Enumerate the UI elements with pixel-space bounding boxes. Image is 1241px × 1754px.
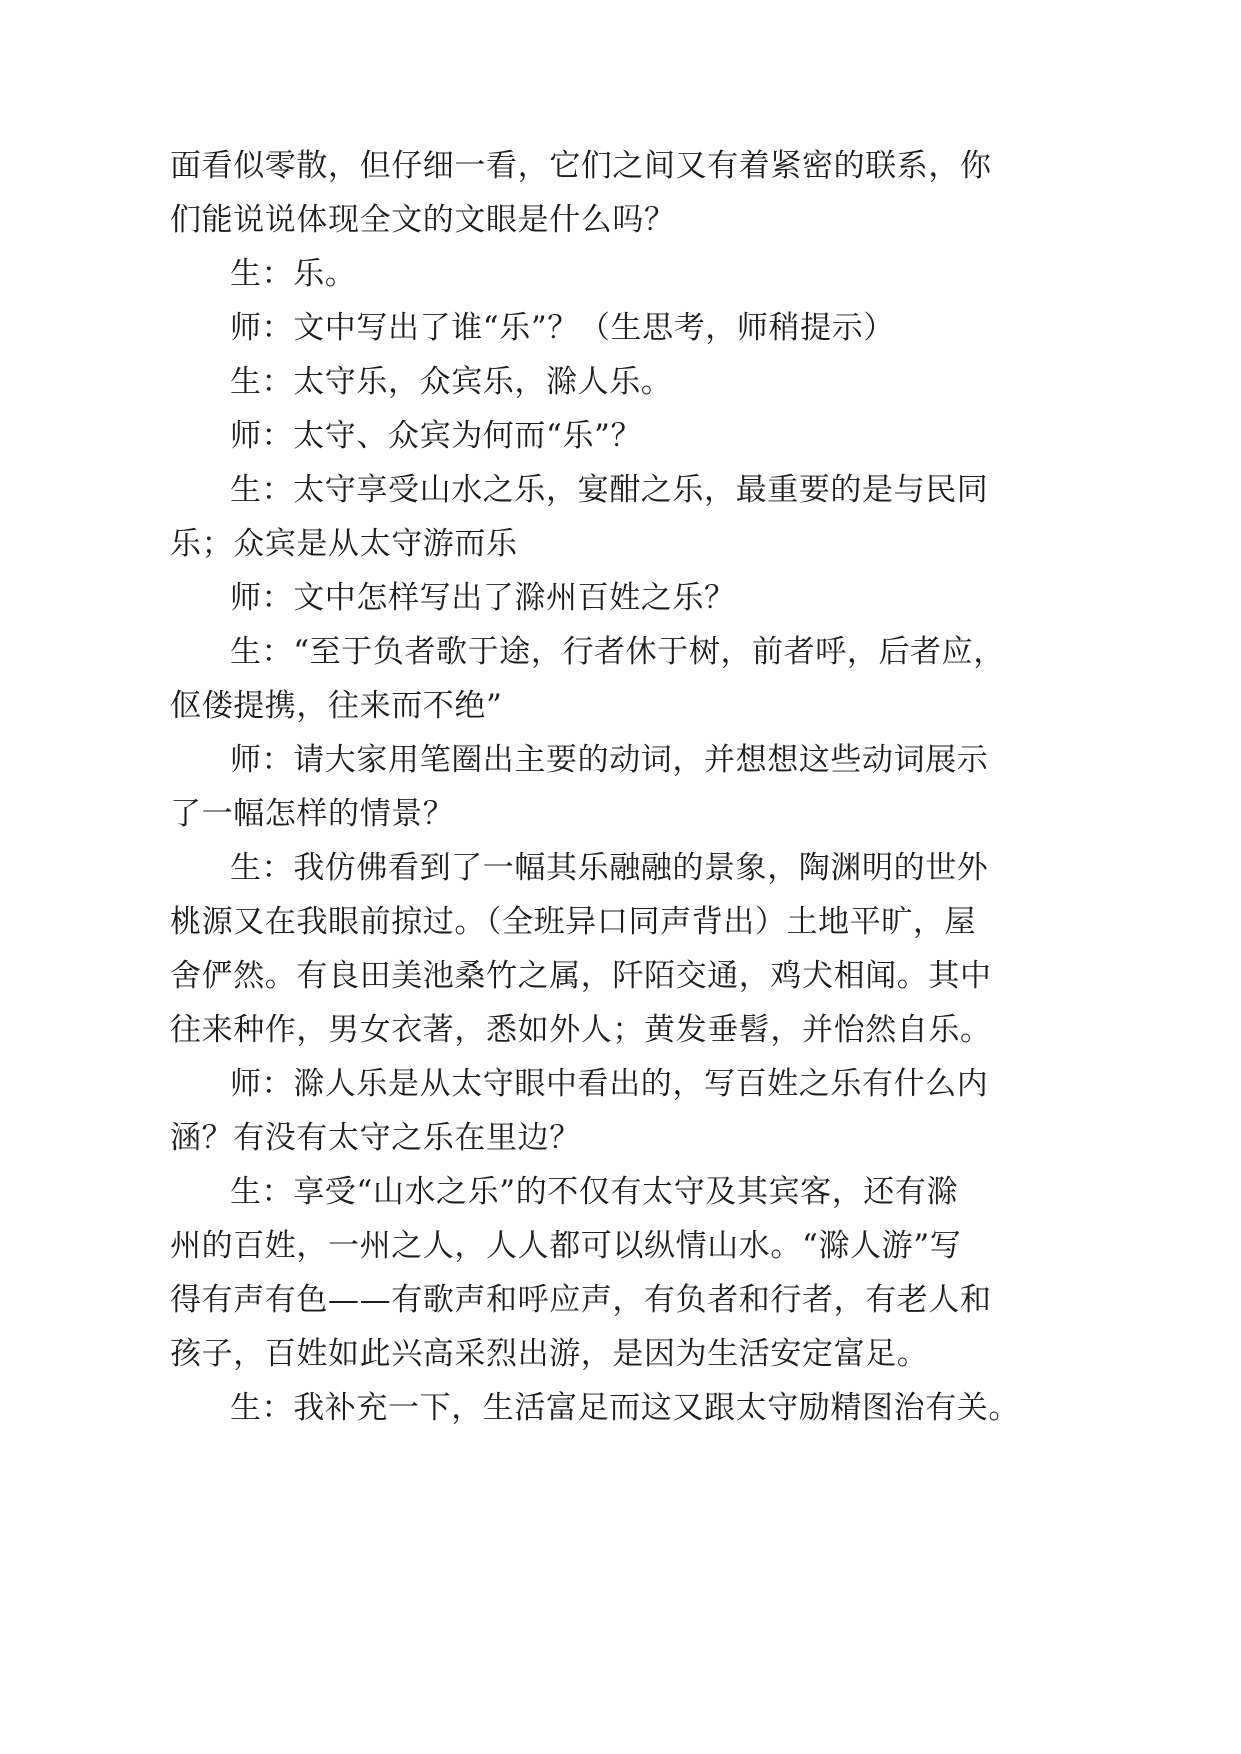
text-line: 们能说说体现全文的文眼是什么吗？ (170, 202, 676, 238)
text-line: 舍俨然。有良田美池桑竹之属，阡陌交通，鸡犬相闻。其中 (170, 958, 992, 994)
text-line: 得有声有色——有歌声和呼应声，有负者和行者，有老人和 (170, 1282, 992, 1318)
text-line: 面看似零散，但仔细一看，它们之间又有着紧密的联系，你 (170, 148, 992, 184)
text-line: 生：太守享受山水之乐，宴酣之乐，最重要的是与民同 (230, 472, 989, 508)
text-line: 州的百姓，一州之人，人人都可以纵情山水。“滁人游”写 (170, 1228, 962, 1264)
text-line: 桃源又在我眼前掠过。（全班异口同声背出）土地平旷，屋 (170, 904, 977, 940)
text-line: 生：我仿佛看到了一幅其乐融融的景象，陶渊明的世外 (230, 850, 989, 886)
text-line: 生：乐。 (230, 256, 357, 292)
text-line: 师：太守、众宾为何而“乐”？ (230, 418, 643, 454)
text-line: 了一幅怎样的情景？ (170, 796, 455, 832)
text-line: 生：享受“山水之乐”的不仅有太守及其宾客，还有滁 (230, 1174, 959, 1210)
text-line: 生：我补充一下，生活富足而这又跟太守励精图治有关。 (230, 1390, 1020, 1426)
text-line: 乐；众宾是从太守游而乐 (170, 526, 518, 562)
text-line: 师：请大家用笔圈出主要的动词，并想想这些动词展示 (230, 742, 989, 778)
text-line: 生：太守乐，众宾乐，滁人乐。 (230, 364, 673, 400)
text-line: 师：文中怎样写出了滁州百姓之乐？ (230, 580, 736, 616)
text-line: 师：文中写出了谁“乐”？（生思考，师稍提示） (230, 310, 895, 346)
text-line: 伛偻提携，往来而不绝” (170, 688, 503, 724)
text-line: 孩子，百姓如此兴高采烈出游，是因为生活安定富足。 (170, 1336, 929, 1372)
text-line: 师：滁人乐是从太守眼中看出的，写百姓之乐有什么内 (230, 1066, 989, 1102)
text-line: 生：“至于负者歌于途，行者休于树，前者呼，后者应， (230, 634, 1005, 670)
text-line: 往来种作，男女衣著，悉如外人；黄发垂髫，并怡然自乐。 (170, 1012, 992, 1048)
text-line: 涵？有没有太守之乐在里边？ (170, 1120, 581, 1156)
